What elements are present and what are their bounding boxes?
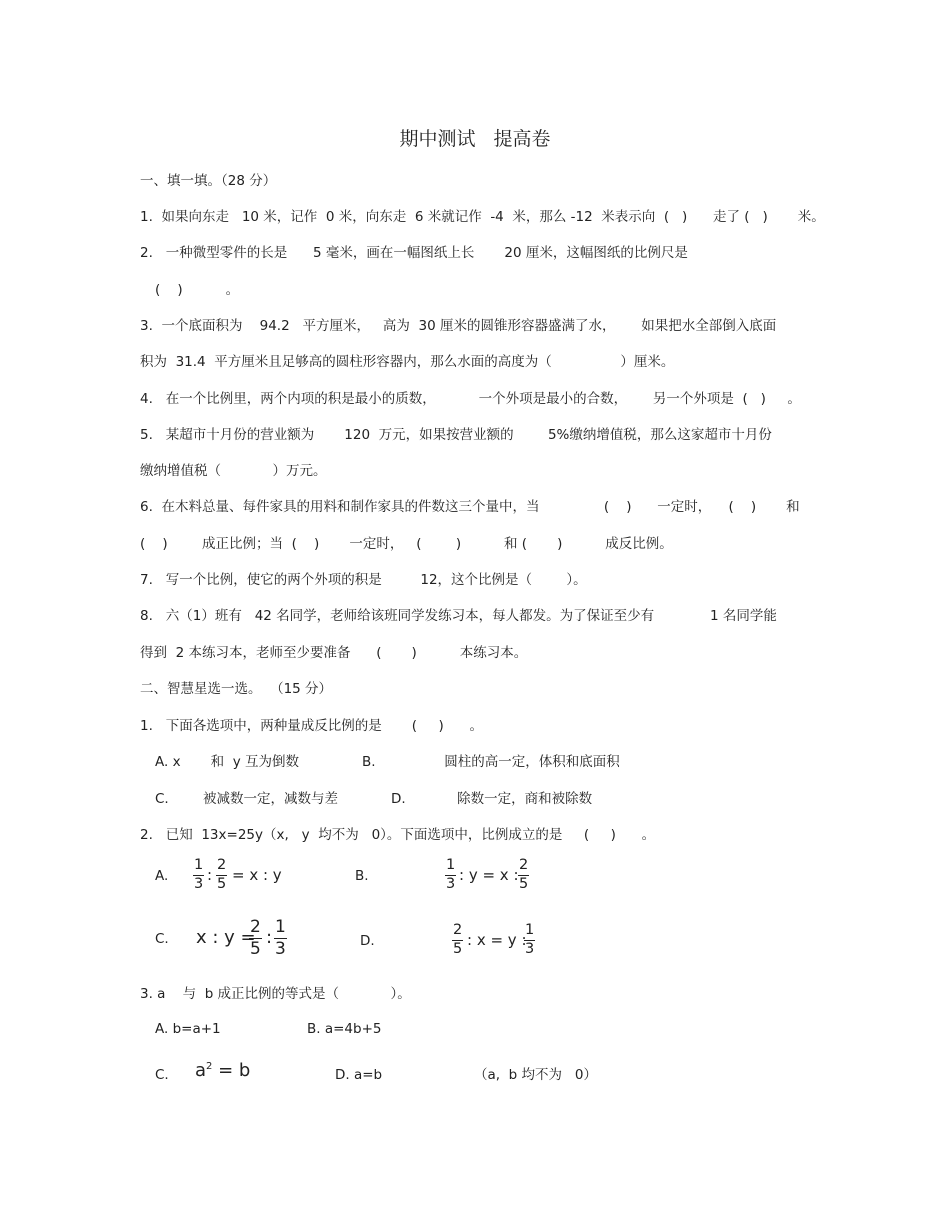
- fraction: [249, 917, 262, 959]
- equation-rest: : x = y :: [467, 931, 527, 949]
- question-line: 6. 在木料总量、每件家具的用料和制作家具的件数这三个量中，当 ( ) 一定时， ( ) 和: [140, 499, 800, 515]
- colon: :: [266, 927, 273, 948]
- numerator: 2: [518, 857, 529, 876]
- option-c-label: C.: [155, 1067, 169, 1083]
- denominator: 3: [446, 876, 456, 892]
- question-line: 8. 六（1）班有 42 名同学，老师给该班同学发练习本，每人都发。为了保证至少有 1 名同学能: [140, 608, 777, 624]
- fraction: [274, 917, 287, 959]
- question-line: ( ) 。: [155, 282, 240, 298]
- option-b: B. 圆柱的高一定，体积和底面积: [362, 754, 620, 770]
- option-a: A. b=a+1: [155, 1021, 221, 1037]
- option-note: （a, b 均不为 0）: [474, 1067, 597, 1083]
- option-d-label: D.: [360, 933, 375, 949]
- numerator: 1: [445, 857, 456, 876]
- equation-rest: : y = x :: [459, 866, 519, 884]
- equation-rest: = x : y: [232, 866, 282, 884]
- question-line: 积为 31.4 平方厘米且足够高的圆柱形容器内，那么水面的高度为（ ）厘米。: [140, 354, 675, 370]
- denominator: 3: [275, 939, 286, 959]
- option-d: D. a=b: [335, 1067, 383, 1083]
- option-c: C. 被减数一定，减数与差: [155, 791, 339, 807]
- colon: :: [207, 866, 213, 884]
- question-line: 缴纳增值税（ ）万元。: [140, 463, 327, 479]
- numerator: 2: [452, 922, 463, 941]
- option-a-label: A.: [155, 868, 169, 884]
- page-title: 期中测试 提高卷: [399, 128, 551, 150]
- option-b: B. a=4b+5: [307, 1021, 382, 1037]
- question-line: 7. 写一个比例，使它的两个外项的积是 12，这个比例是（ ）。: [140, 572, 587, 588]
- denominator: 3: [525, 941, 535, 957]
- section-heading-fill: 一、填一填。（28 分）: [140, 173, 277, 189]
- question-line: 5. 某超市十月份的营业额为 120 万元，如果按营业额的 5%缴纳增值税，那么这家超市十月份: [140, 427, 772, 443]
- numerator: 1: [193, 857, 204, 876]
- option-d: D. 除数一定，商和被除数: [391, 791, 593, 807]
- equation: [195, 1060, 250, 1081]
- question-line: 2. 一种微型零件的长是 5 毫米，画在一幅图纸上长 20 厘米，这幅图纸的比例尺是: [140, 245, 688, 261]
- question-line: ( ) 成正比例；当 ( ) 一定时， ( ) 和 ( ) 成反比例。: [140, 536, 673, 552]
- fraction: [445, 857, 456, 893]
- question-line: 4. 在一个比例里，两个内项的积是最小的质数， 一个外项是最小的合数， 另一个外项是 ( ) 。: [140, 391, 801, 407]
- question-stem: 2. 已知 13x=25y（x, y 均不为 0）。下面选项中，比例成立的是 ( ) 。: [140, 827, 656, 843]
- denominator: 5: [250, 939, 261, 959]
- question-stem: 1. 下面各选项中，两种量成反比例的是 ( ) 。: [140, 718, 484, 734]
- equation-rest: = b: [212, 1060, 251, 1081]
- question-line: 3. 一个底面积为 94.2 平方厘米， 高为 30 厘米的圆锥形容器盛满了水， 如果把水全部倒入底面: [140, 318, 777, 334]
- section-heading-choice: 二、智慧星选一选。 （15 分）: [140, 681, 333, 697]
- numerator: 1: [524, 922, 535, 941]
- option-c-label: C.: [155, 931, 169, 947]
- numerator: 1: [275, 917, 286, 937]
- numerator: 2: [216, 857, 227, 876]
- denominator: 5: [519, 876, 529, 892]
- denominator: 5: [217, 876, 227, 892]
- denominator: 3: [194, 876, 204, 892]
- exponent: 2: [206, 1061, 213, 1072]
- fraction: [193, 857, 204, 893]
- equation-lead: x : y =: [196, 927, 256, 948]
- question-line: 1. 如果向东走 10 米，记作 0 米，向东走 6 米就记作 -4 米，那么 -12 米表示向 ( ) 走了 ( ) 米。: [140, 209, 825, 225]
- fraction: [216, 857, 227, 893]
- base: a: [195, 1060, 207, 1081]
- fraction: [524, 922, 535, 958]
- denominator: 5: [453, 941, 463, 957]
- option-a: A. x 和 y 互为倒数: [155, 754, 299, 770]
- fraction: [518, 857, 529, 893]
- question-stem: 3. a 与 b 成正比例的等式是（ ）。: [140, 986, 411, 1002]
- fraction: [452, 922, 463, 958]
- numerator: 2: [250, 917, 261, 937]
- option-b-label: B.: [355, 868, 369, 884]
- question-line: 得到 2 本练习本，老师至少要准备 ( ) 本练习本。: [140, 645, 528, 661]
